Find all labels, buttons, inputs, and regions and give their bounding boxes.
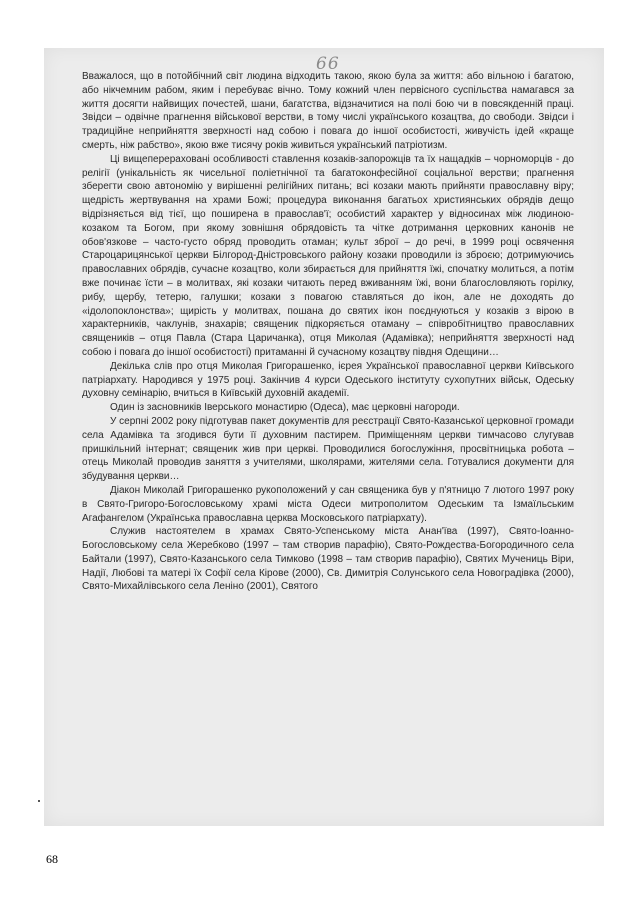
paragraph: Служив настоятелем в храмах Свято-Успенському міста Анан'їва (1997), Свято-Іоанно-Богословському села Жеребково (1997 – там створив парафію), Свято-Рождества-Богородичного села Байтали (1997), Свято-Казанського села Тимково (1998 – там створив парафію), Святих Мучениць Віри, Надії, Любові та матері їх Софії села Кірове (2000), Св. Димитрія Солунського села Новоградівка (2000), Свято-Михайлівського села Леніно (2001), Святого xyxy=(82,526,574,593)
margin-mark xyxy=(38,800,40,802)
page-number: 68 xyxy=(46,852,58,866)
scanned-page xyxy=(44,48,604,826)
paragraph: Декілька слів про отця Миколая Григорашенко, ієрея Української православної церкви Київського патріархату. Народився у 1975 році. Закінчив 4 курси Одеського інституту сухопутних військ, Одеську духовну семінарію, вчиться в Київській духовній академії. xyxy=(82,360,574,400)
handwritten-page-number: 66 xyxy=(316,54,340,74)
paragraph: Діакон Миколай Григорашенко рукоположений у сан священика був у п'ятницю 7 лютого 1997 року в Свято-Григоро-Богословському храмі міста Одеси митрополитом Одеським та Ізмаїльським Агафангелом (Українська православна церква Московського патріархату). xyxy=(82,484,574,524)
paragraph: Ці вищеперераховані особливості ставлення козаків-запорожців та їх нащадків – чорноморців - до релігії (унікальність як чисельної поліетнічної та багатоконфесійної соціальної верстви; прагнення зберегти свою автономію у вирішенні релігійних питань; всі козаки мають прийняти православну віру; щедрість жертвування на храми Божі; процедура виконання багатьох християнських обрядів дещо відрізняється від тієї, що поширена в православ'ї; особистий характер у відносинах між людиною-козаком та Богом, при якому зовнішня обрядовість та чітке дотримання церковних канонів не обов'язкове – часто-густо обряд проводить отаман; культ зброї – до речі, в 1999 році освячення Староцарицянської церкви Білгород-Дністровського району козаки проводили із зброєю; дотримуючись православних обрядів, сучасне козацтво, коли збирається для прийняття їжі, спочатку молиться, а потім вже починає їсти – в молитвах, які козаки читають перед вживанням їжі, вони благословляють горілку, рибу, щербу, тетерю, галушки; козаки з повагою ставляться до ікон, але не доходять до «ідолопоклонства»; щирість у молитвах, пошана до святих ікон поєднуються у козаків з вірою в характерників, чаклунів, знахарів; священик підкоряється отаману – співробітництво православних священиків – отця Павла (Стара Царичанка), отця Миколая (Адамівка); неприйняття зверхності над собою і повага до іншої особистості) притаманні й сучасному козацтву півдня Одещини… xyxy=(82,153,574,358)
paragraph: Один із засновників Іверського монастирю (Одеса), має церковні нагороди. xyxy=(110,402,460,414)
scanned-text-body xyxy=(82,70,574,594)
paragraph: У серпні 2002 року підготував пакет документів для реєстрації Свято-Казанської церковної громади села Адамівка та згодився бути її духовним пастирем. Приміщенням церкви тимчасово слугував пришкільний інтернат; священик жив при церкві. Проводилися богослужіння, просвітницька робота – отець Миколай проводив заняття з учителями, школярами, жителями села. Готувалися документи для збудування церкви… xyxy=(82,415,574,483)
paragraph: Вважалося, що в потойбічний світ людина відходить такою, якою була за життя: або вільною і багатою, або нікчемним рабом, яким і перебуває вічно. Тому кожний член первісного суспільства намагався за життя досягти найвищих почестей, шани, багатства, відзначитися на полі бою чи в повсякденній праці. Звідси – одвічне прагнення військової верстви, в тому числі українського козацтва, до свободи. Звідси і традиційне неприйняття зверхності над собою і повага до іншої особистості, живучість ідей «краще смерть, ніж рабство», якою вже тисячу років живиться український патріотизм. xyxy=(82,71,574,151)
